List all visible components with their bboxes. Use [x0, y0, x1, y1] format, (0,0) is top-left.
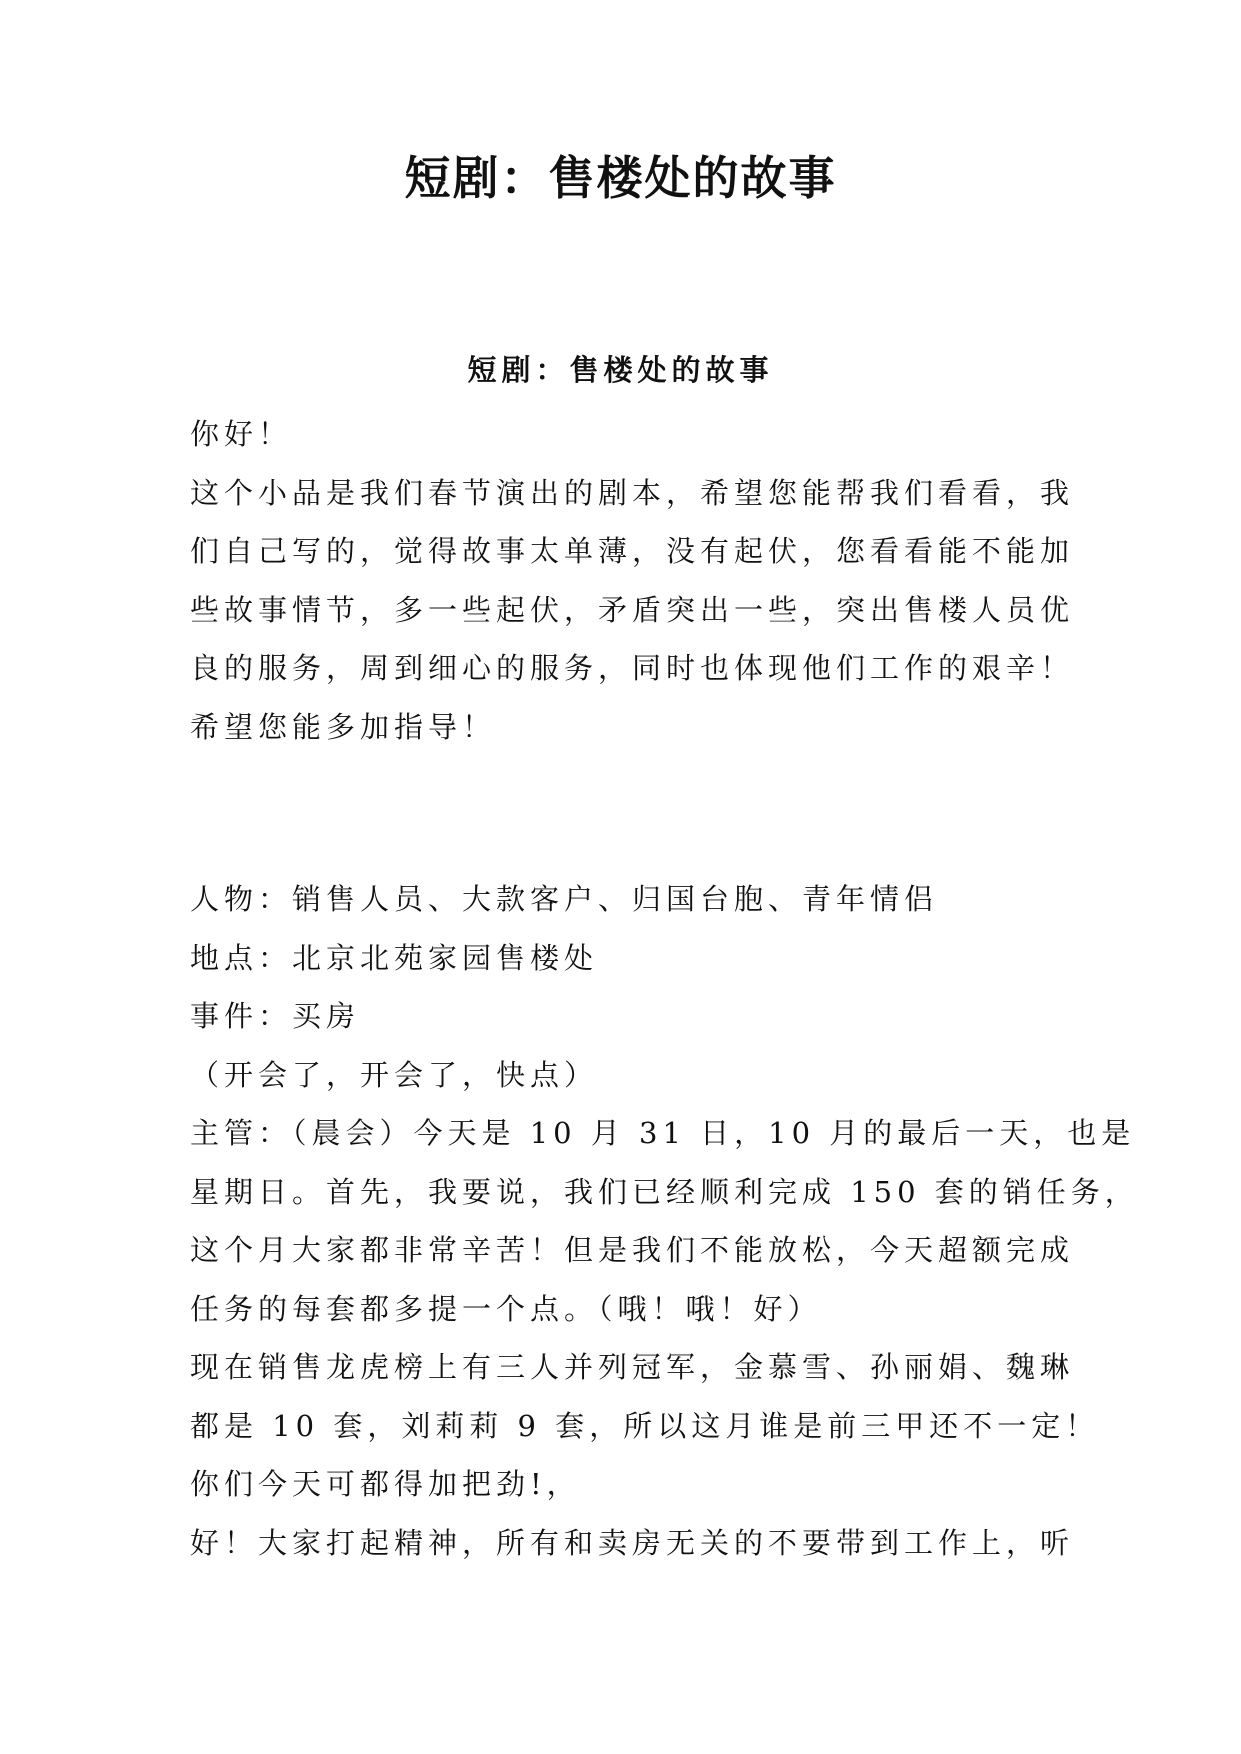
text-line: 这个小品是我们春节演出的剧本，希望您能帮我们看看，我 [190, 475, 1075, 510]
text-line: 希望您能多加指导！ [190, 709, 497, 744]
text-line: 些故事情节，多一些起伏，矛盾突出一些，突出售楼人员优 [190, 592, 1075, 627]
location-line: 地点：北京北苑家园售楼处 [190, 940, 599, 975]
dialogue-line: 主管：（晨会）今天是 10 月 31 日，10 月的最后一天，也是 [190, 1116, 1136, 1150]
dialogue-line: 好！大家打起精神，所有和卖房无关的不要带到工作上，听 [190, 1525, 1075, 1560]
dialogue-line: 任务的每套都多提一个点。（哦！哦！好） [190, 1291, 822, 1326]
stage-direction: （开会了，开会了，快点） [190, 1057, 599, 1092]
dialogue-line: 都是 10 套，刘莉莉 9 套，所以这月谁是前三甲还不一定！ [190, 1408, 1100, 1443]
event-line: 事件：买房 [190, 999, 361, 1033]
letter-paragraph [190, 405, 1075, 756]
dialogue-line: 星期日。首先，我要说，我们已经顺利完成 150 套的销任务， [190, 1174, 1139, 1209]
script-body [190, 870, 1139, 1572]
text-line: 你好！ [190, 417, 293, 451]
dialogue-line: 现在销售龙虎榜上有三人并列冠军，金慕雪、孙丽娟、魏琳 [190, 1350, 1075, 1384]
document-title: 短剧：售楼处的故事 [404, 151, 837, 205]
text-line: 们自己写的，觉得故事太单薄，没有起伏，您看看能不能加 [190, 534, 1075, 568]
dialogue-line: 你们今天可都得加把劲!， [190, 1467, 581, 1501]
dialogue-line: 这个月大家都非常辛苦！但是我们不能放松，今天超额完成 [190, 1233, 1075, 1267]
document-subtitle: 短剧：售楼处的故事 [467, 353, 774, 387]
text-line: 良的服务，周到细心的服务，同时也体现他们工作的艰辛！ [190, 651, 1075, 685]
characters-line: 人物：销售人员、大款客户、归国台胞、青年情侣 [190, 882, 939, 916]
